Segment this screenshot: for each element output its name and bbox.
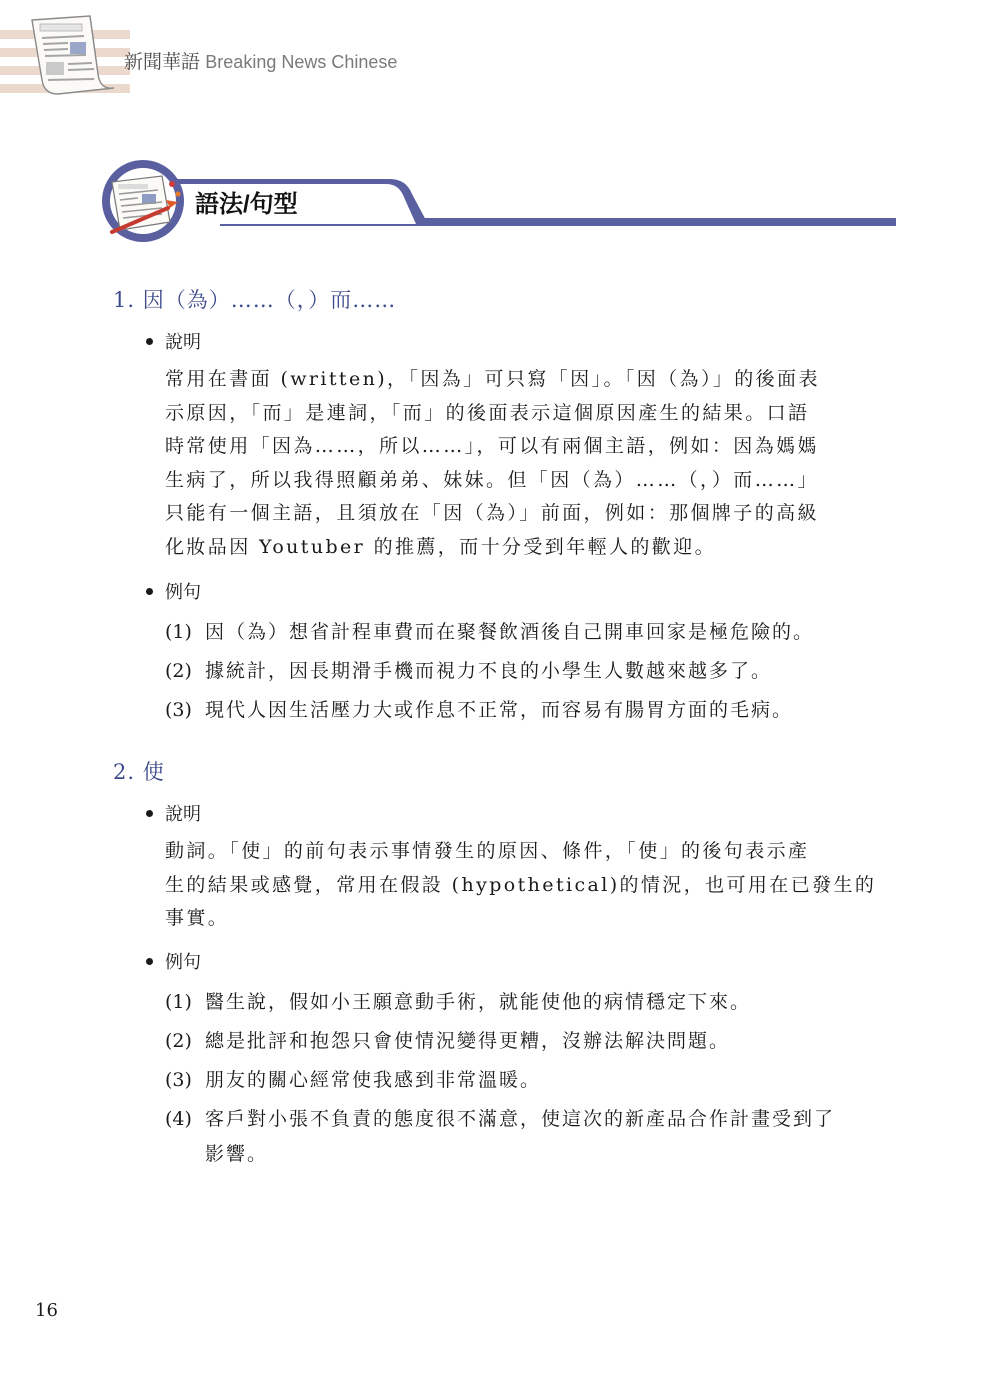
section-banner-label: 語法/句型 [195,191,298,218]
example-sentence: (1) 醫生說，假如小王願意動手術，就能使他的病情穩定下來。 [165,991,752,1013]
explanation-line: 示原因，「而」是連詞，「而」的後面表示這個原因產生的結果。口語 [165,401,810,424]
grammar-point-2-title: 2. 使 [113,760,165,784]
newspaper-pen-icon [106,172,188,242]
grammar-point-1-title: 1. 因（為）……（，）而…… [113,288,397,312]
bullet-icon [146,958,153,965]
bullet-icon [146,810,153,817]
explanation-line: 只能有一個主語，且須放在「因（為）」前面，例如：那個牌子的高級 [165,502,819,525]
example-continuation: 影響。 [205,1143,269,1165]
example-sentence: (1) 因（為）想省計程車費而在聚餐飲酒後自己開車回家是極危險的。 [165,621,815,643]
explanation-line: 時常使用「因為……，所以……」，可以有兩個主語，例如：因為媽媽 [165,435,819,458]
explanation-line: 動詞。「使」的前句表示事情發生的原因、條件，「使」的後句表示產 [165,840,810,862]
grammar-point-2-explanation [165,835,900,936]
header-title [124,47,397,74]
examples-heading: 例句 [146,948,201,974]
bullet-icon [146,338,153,345]
section-banner [100,158,896,248]
newspaper-icon [28,14,120,98]
explanation-heading: 說明 [146,800,201,826]
header-title-en: Breaking News Chinese [205,52,398,72]
example-sentence: (3) 朋友的關心經常使我感到非常溫暖。 [165,1069,542,1091]
examples-heading: 例句 [146,578,201,604]
example-sentence: (2) 據統計，因長期滑手機而視力不良的小學生人數越來越多了。 [165,660,773,682]
example-sentence: (3) 現代人因生活壓力大或作息不正常，而容易有腸胃方面的毛病。 [165,699,794,721]
explanation-line: 常用在書面 (written)，「因為」可只寫「因」。「因（為）」的後面表 [165,368,820,390]
example-sentence: (4) 客戶對小張不負責的態度很不滿意，使這次的新產品合作計畫受到了 影響。 [165,1108,836,1165]
example-sentence: (2) 總是批評和抱怨只會使情況變得更糟，沒辦法解決問題。 [165,1030,731,1052]
grammar-point-1-explanation [165,363,900,565]
explanation-line: 生病了，所以我得照顧弟弟、妹妹。但「因（為）……（，）而……」 [165,468,819,491]
explanation-heading: 說明 [146,328,201,354]
header-title-zh: 新聞華語 [124,52,201,73]
explanation-line: 生的結果或感覺，常用在假設 (hypothetical)的情況，也可用在已發生的 [165,873,877,896]
explanation-line: 化妝品因 Youtuber 的推薦，而十分受到年輕人的歡迎。 [165,535,717,558]
explanation-line: 事實。 [165,907,230,930]
bullet-icon [146,588,153,595]
page-number: 16 [35,1300,58,1321]
